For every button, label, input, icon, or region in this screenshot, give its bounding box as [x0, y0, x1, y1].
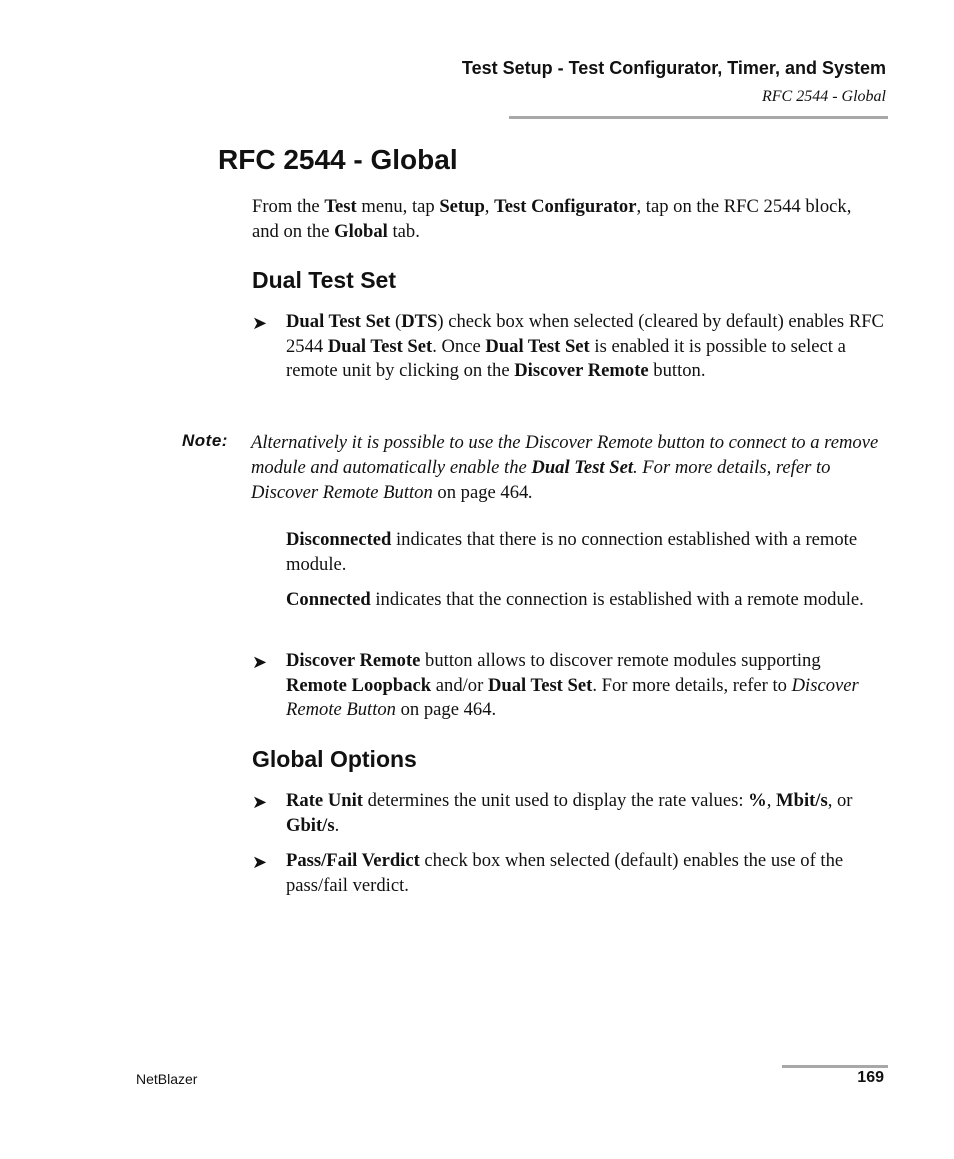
footer-product-name: NetBlazer [136, 1071, 198, 1087]
header-rule [509, 116, 888, 119]
page-title: RFC 2544 - Global [218, 144, 458, 175]
note-label: Note: [182, 431, 228, 450]
running-header-title: Test Setup - Test Configurator, Timer, and System [461, 58, 886, 78]
bullet-arrow-icon: ➤ [252, 313, 268, 333]
rate-unit-description: Rate Unit determines the unit used to display the rate values: %, Mbit/s, or Gbit/s. [286, 790, 853, 836]
disconnected-description: Disconnected indicates that there is no connection established with a remote module. [286, 529, 858, 575]
footer-rule [782, 1065, 888, 1068]
bullet-arrow-icon: ➤ [252, 652, 268, 672]
dual-test-set-description: Dual Test Set (DTS) check box when selected (cleared by default) enables RFC 2544 Dual Test Set. Once Dual Test Set is enabled it is possible to select a remote unit by clicking on the Discover Remote button. [286, 311, 884, 382]
note-text: Alternatively it is possible to use the Discover Remote button to connect to a remove module and automatically enable the Dual Test Set. For more details, refer to Discover Remote Button on page 464. [251, 432, 879, 503]
discover-remote-description: Discover Remote button allows to discover remote modules supporting Remote Loopback and/or Dual Test Set. For more details, refer to Discover Remote Button on page 464. [286, 650, 859, 721]
running-header-subtitle: RFC 2544 - Global [762, 88, 886, 105]
section-heading-global-options: Global Options [252, 746, 417, 772]
page-number: 169 [857, 1069, 884, 1086]
bullet-arrow-icon: ➤ [252, 792, 268, 812]
intro-paragraph: From the Test menu, tap Setup, Test Configurator, tap on the RFC 2544 block, and on the Global tab. [252, 196, 852, 242]
bullet-arrow-icon: ➤ [252, 852, 268, 872]
section-heading-dual-test-set: Dual Test Set [252, 267, 396, 293]
pass-fail-verdict-description: Pass/Fail Verdict check box when selected (default) enables the use of the pass/fail verdict. [286, 850, 844, 896]
connected-description: Connected indicates that the connection is established with a remote module. [286, 589, 864, 610]
